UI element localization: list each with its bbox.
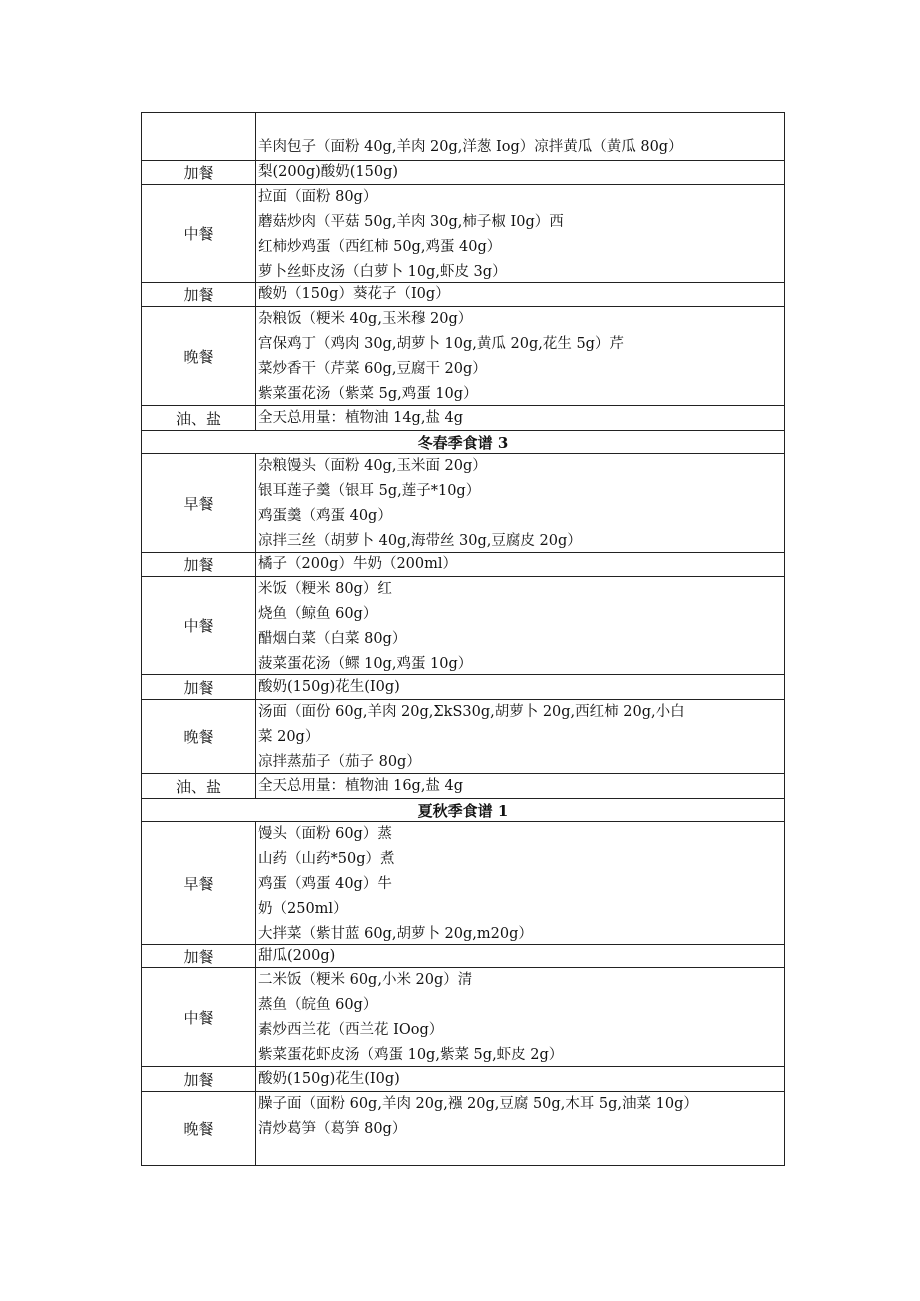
dish-line: 杂粮馒头（面粉 40g,玉米面 20g） bbox=[258, 458, 487, 474]
dish-cell bbox=[256, 113, 785, 161]
dish-line: 紫菜蛋花汤（紫菜 5g,鸡蛋 10g） bbox=[258, 386, 478, 402]
table-row bbox=[142, 577, 785, 675]
section-title: 冬春季食谱 3 bbox=[142, 431, 785, 454]
dish-line: 山药（山药*50g）煮 bbox=[258, 851, 395, 867]
dish-cell bbox=[256, 577, 785, 675]
dish-cell bbox=[256, 406, 785, 431]
meal-label: 加餐 bbox=[142, 945, 256, 968]
dish-cell bbox=[256, 945, 785, 968]
dish-cell bbox=[256, 185, 785, 283]
dish-line: 菠菜蛋花汤（鳏 10g,鸡蛋 10g） bbox=[258, 656, 473, 672]
dish-line: 烧鱼（鲸鱼 60g） bbox=[258, 606, 378, 622]
dish-cell bbox=[256, 161, 785, 185]
dish-line: 菜 20g） bbox=[258, 729, 320, 745]
dish-line: 清炒葛笋（葛笋 80g） bbox=[258, 1121, 407, 1137]
meal-label: 加餐 bbox=[142, 675, 256, 700]
table-row bbox=[142, 283, 785, 307]
meal-label: 中餐 bbox=[142, 577, 256, 675]
meal-label: 晚餐 bbox=[142, 307, 256, 406]
table-row bbox=[142, 945, 785, 968]
dish-line: 大拌菜（紫甘蓝 60g,胡萝卜 20g,m20g） bbox=[258, 926, 533, 942]
dish-line: 羊肉包子（面粉 40g,羊肉 20g,洋葱 Iog）凉拌黄瓜（黄瓜 80g） bbox=[258, 139, 683, 155]
dish-line: 凉拌三丝（胡萝卜 40g,海带丝 30g,豆腐皮 20g） bbox=[258, 533, 582, 549]
table-row bbox=[142, 968, 785, 1067]
meal-label: 早餐 bbox=[142, 454, 256, 553]
dish-cell bbox=[256, 1092, 785, 1166]
meal-label: 晚餐 bbox=[142, 700, 256, 774]
table-row bbox=[142, 1092, 785, 1166]
dish-line: 鸡蛋（鸡蛋 40g）牛 bbox=[258, 876, 392, 892]
dish-line: 全天总用量：植物油 14g,盐 4g bbox=[258, 410, 464, 426]
table-row bbox=[142, 700, 785, 774]
dish-cell bbox=[256, 283, 785, 307]
dish-line: 米饭（粳米 80g）红 bbox=[258, 581, 392, 597]
table-row bbox=[142, 822, 785, 945]
meal-label: 加餐 bbox=[142, 283, 256, 307]
meal-label: 中餐 bbox=[142, 968, 256, 1067]
table-row bbox=[142, 406, 785, 431]
section-title: 夏秋季食谱 1 bbox=[142, 799, 785, 822]
dish-line: 蒸鱼（皖鱼 60g） bbox=[258, 997, 378, 1013]
dish-line: 酸奶(150g)花生(I0g) bbox=[258, 1071, 400, 1087]
dish-line: 凉拌蒸茄子（茄子 80g） bbox=[258, 754, 421, 770]
dish-line: 拉面（面粉 80g） bbox=[258, 189, 378, 205]
dish-line: 橘子（200g）牛奶（200ml） bbox=[258, 556, 458, 572]
dish-line: 银耳莲子羹（银耳 5g,莲子*10g） bbox=[258, 483, 481, 499]
table-row bbox=[142, 307, 785, 406]
dish-line: 奶（250ml） bbox=[258, 901, 348, 917]
dish-line: 梨(200g)酸奶(150g) bbox=[258, 164, 399, 180]
dish-line: 菜炒香干（芹菜 60g,豆腐干 20g） bbox=[258, 361, 487, 377]
dish-line: 臊子面（面粉 60g,羊肉 20g,襁 20g,豆腐 50g,木耳 5g,油菜 10g） bbox=[258, 1096, 698, 1112]
dish-cell bbox=[256, 968, 785, 1067]
dish-line: 萝卜丝虾皮汤（白萝卜 10g,虾皮 3g） bbox=[258, 264, 507, 280]
dish-line: 醋烟白菜（白菜 80g） bbox=[258, 631, 407, 647]
meal-label: 中餐 bbox=[142, 185, 256, 283]
dish-cell bbox=[256, 553, 785, 577]
dish-line: 蘑菇炒肉（平菇 50g,羊肉 30g,柿子椒 I0g）西 bbox=[258, 214, 564, 230]
meal-label: 加餐 bbox=[142, 1067, 256, 1092]
section-row bbox=[142, 431, 785, 454]
section-row bbox=[142, 799, 785, 822]
meal-label: 加餐 bbox=[142, 553, 256, 577]
meal-label: 油、盐 bbox=[142, 406, 256, 431]
dish-line: 酸奶(150g)花生(I0g) bbox=[258, 679, 400, 695]
table-row bbox=[142, 675, 785, 700]
dish-cell bbox=[256, 675, 785, 700]
dish-line: 酸奶（150g）葵花子（I0g） bbox=[258, 286, 450, 302]
meal-label: 加餐 bbox=[142, 161, 256, 185]
table-row bbox=[142, 185, 785, 283]
dish-line: 馒头（面粉 60g）蒸 bbox=[258, 826, 392, 842]
dish-cell bbox=[256, 822, 785, 945]
dish-cell bbox=[256, 700, 785, 774]
table-row bbox=[142, 161, 785, 185]
dish-cell bbox=[256, 1067, 785, 1092]
dish-line: 汤面（面份 60g,羊肉 20g,ΣkS30g,胡萝卜 20g,西红柿 20g,小白 bbox=[258, 704, 685, 720]
dish-line: 甜瓜(200g) bbox=[258, 948, 336, 964]
table-row bbox=[142, 553, 785, 577]
dish-cell bbox=[256, 454, 785, 553]
dish-cell bbox=[256, 774, 785, 799]
meal-label: 油、盐 bbox=[142, 774, 256, 799]
dish-line: 全天总用量：植物油 16g,盐 4g bbox=[258, 778, 464, 794]
table-row bbox=[142, 454, 785, 553]
dish-line: 杂粮饭（粳米 40g,玉米穆 20g） bbox=[258, 311, 473, 327]
dish-line: 鸡蛋羹（鸡蛋 40g） bbox=[258, 508, 392, 524]
dish-line: 红柿炒鸡蛋（西红柿 50g,鸡蛋 40g） bbox=[258, 239, 502, 255]
table-row bbox=[142, 113, 785, 161]
table-row bbox=[142, 774, 785, 799]
dish-line: 二米饭（粳米 60g,小米 20g）清 bbox=[258, 972, 473, 988]
meal-plan-table bbox=[141, 112, 785, 1166]
dish-line: 紫菜蛋花虾皮汤（鸡蛋 10g,紫菜 5g,虾皮 2g） bbox=[258, 1047, 564, 1063]
table-row bbox=[142, 1067, 785, 1092]
meal-label bbox=[142, 113, 256, 161]
dish-line: 宫保鸡丁（鸡肉 30g,胡萝卜 10g,黄瓜 20g,花生 5g）芹 bbox=[258, 336, 624, 352]
meal-label: 早餐 bbox=[142, 822, 256, 945]
dish-line: 素炒西兰花（西兰花 IOog） bbox=[258, 1022, 444, 1038]
dish-cell bbox=[256, 307, 785, 406]
meal-label: 晚餐 bbox=[142, 1092, 256, 1166]
